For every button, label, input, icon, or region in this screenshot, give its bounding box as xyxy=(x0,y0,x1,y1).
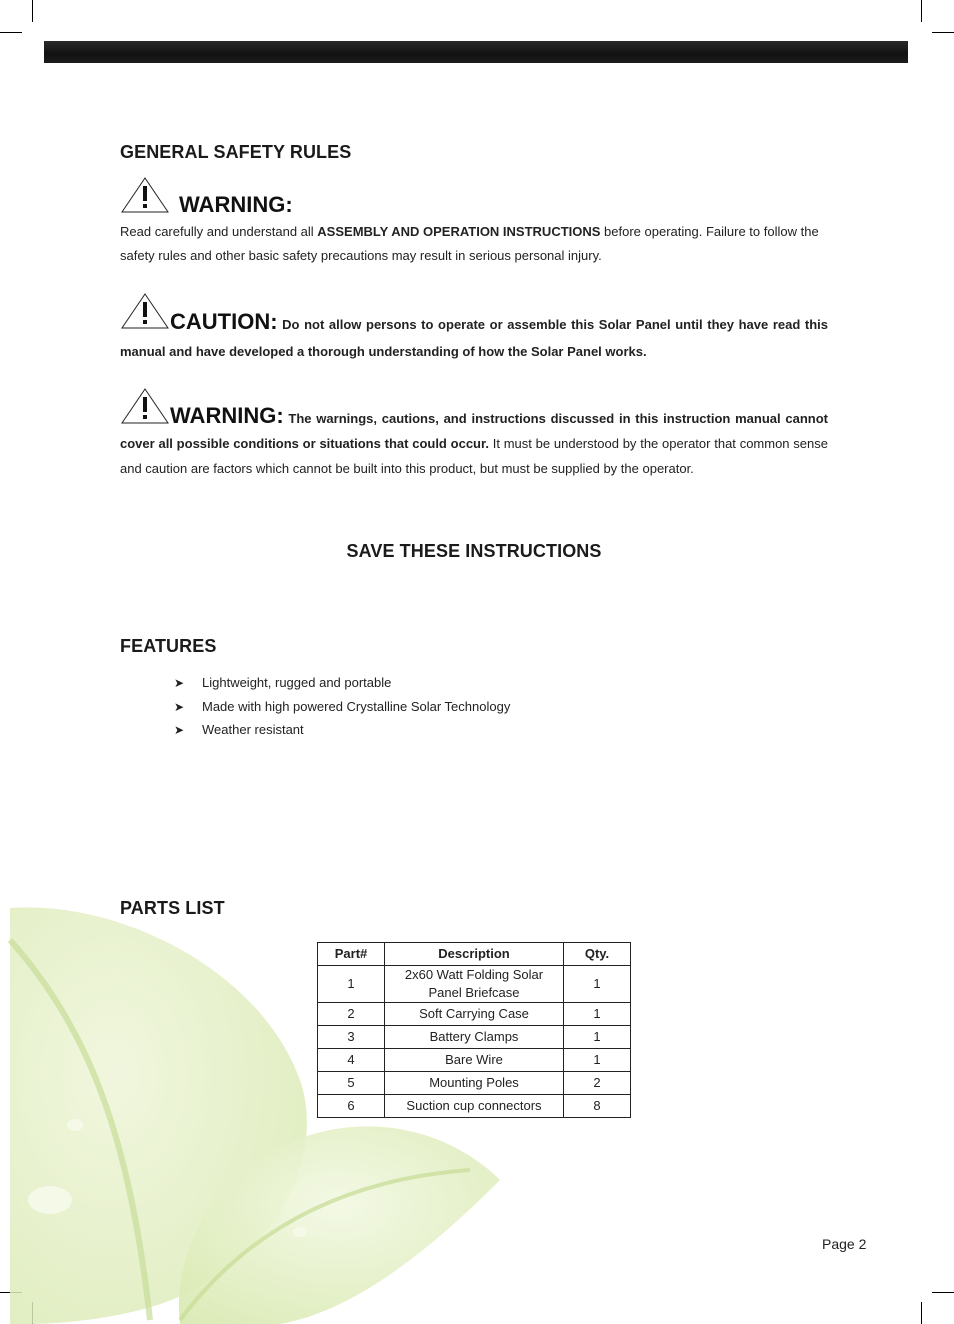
crop-mark xyxy=(0,32,22,33)
warning-text-emphasis: The warnings, cautions, and instructions discussed in this instruction manual cannot cover all possible conditions or situations that could occur. xyxy=(120,411,828,451)
warning-text: Read carefully and understand all xyxy=(120,224,318,239)
crop-mark xyxy=(932,1292,954,1293)
section-heading-parts: PARTS LIST xyxy=(120,898,225,918)
feature-text: Weather resistant xyxy=(202,722,304,737)
arrow-bullet-icon: ➤ xyxy=(174,700,185,714)
warning-label-2: WARNING: xyxy=(170,403,284,428)
table-cell: 1 xyxy=(564,966,631,1003)
table-row xyxy=(318,1072,631,1095)
table-cell: Mounting Poles xyxy=(385,1072,564,1095)
feature-item xyxy=(174,699,510,714)
crop-mark xyxy=(921,0,922,22)
warning-paragraph-2 xyxy=(120,403,828,481)
warning-label: WARNING: xyxy=(179,192,293,217)
table-cell: 6 xyxy=(318,1095,385,1118)
section-heading-safety: GENERAL SAFETY RULES xyxy=(120,142,352,162)
table-cell: 2 xyxy=(318,1003,385,1026)
table-cell: Suction cup connectors xyxy=(385,1095,564,1118)
warning-text: before operating. Failure to follow the safety rules and other basic safety precautions may result in serious personal injury. xyxy=(120,224,819,263)
table-row xyxy=(318,1003,631,1026)
warning-text: It must be understood by the operator that common sense and caution are factors which cannot be built into this product, but must be supplied by the operator. xyxy=(120,436,828,476)
table-cell: 5 xyxy=(318,1072,385,1095)
arrow-bullet-icon: ➤ xyxy=(174,676,185,690)
table-cell: Battery Clamps xyxy=(385,1026,564,1049)
feature-text: Lightweight, rugged and portable xyxy=(202,675,392,690)
table-header-row xyxy=(318,943,631,966)
table-cell: 2 xyxy=(564,1072,631,1095)
table-cell: 8 xyxy=(564,1095,631,1118)
table-cell: 1 xyxy=(318,966,385,1003)
crop-mark xyxy=(932,32,954,33)
table-cell: 1 xyxy=(564,1003,631,1026)
crop-mark xyxy=(921,1302,922,1324)
caution-label: CAUTION: xyxy=(170,309,278,334)
column-header: Qty. xyxy=(564,943,631,966)
table-cell: 3 xyxy=(318,1026,385,1049)
table-row xyxy=(318,1049,631,1072)
table-cell: 2x60 Watt Folding Solar Panel Briefcase xyxy=(385,966,564,1003)
table-row xyxy=(318,1095,631,1118)
warning-paragraph xyxy=(120,220,828,267)
table-row xyxy=(318,1026,631,1049)
table-cell: Soft Carrying Case xyxy=(385,1003,564,1026)
table-cell: 1 xyxy=(564,1049,631,1072)
warning-text-emphasis: ASSEMBLY AND OPERATION INSTRUCTIONS xyxy=(317,224,601,239)
save-instructions-heading: SAVE THESE INSTRUCTIONS xyxy=(346,541,602,561)
table-cell: Bare Wire xyxy=(385,1049,564,1072)
arrow-bullet-icon: ➤ xyxy=(174,723,185,737)
parts-table xyxy=(317,942,631,1118)
feature-item xyxy=(174,675,391,690)
caution-text: Do not allow persons to operate or assemble this Solar Panel until they have read this manual and have developed a thorough understanding of how the Solar Panel works. xyxy=(120,317,828,359)
table-cell: 1 xyxy=(564,1026,631,1049)
column-header: Part# xyxy=(318,943,385,966)
crop-mark xyxy=(32,0,33,22)
section-heading-features: FEATURES xyxy=(120,636,217,656)
page-number: Page 2 xyxy=(822,1236,867,1252)
caution-paragraph xyxy=(120,308,828,365)
header-bar xyxy=(44,41,908,63)
feature-item xyxy=(174,722,304,737)
table-cell: 4 xyxy=(318,1049,385,1072)
feature-text: Made with high powered Crystalline Solar Technology xyxy=(202,699,511,714)
column-header: Description xyxy=(385,943,564,966)
warning-triangle-icon xyxy=(120,176,170,214)
table-row xyxy=(318,966,631,1003)
